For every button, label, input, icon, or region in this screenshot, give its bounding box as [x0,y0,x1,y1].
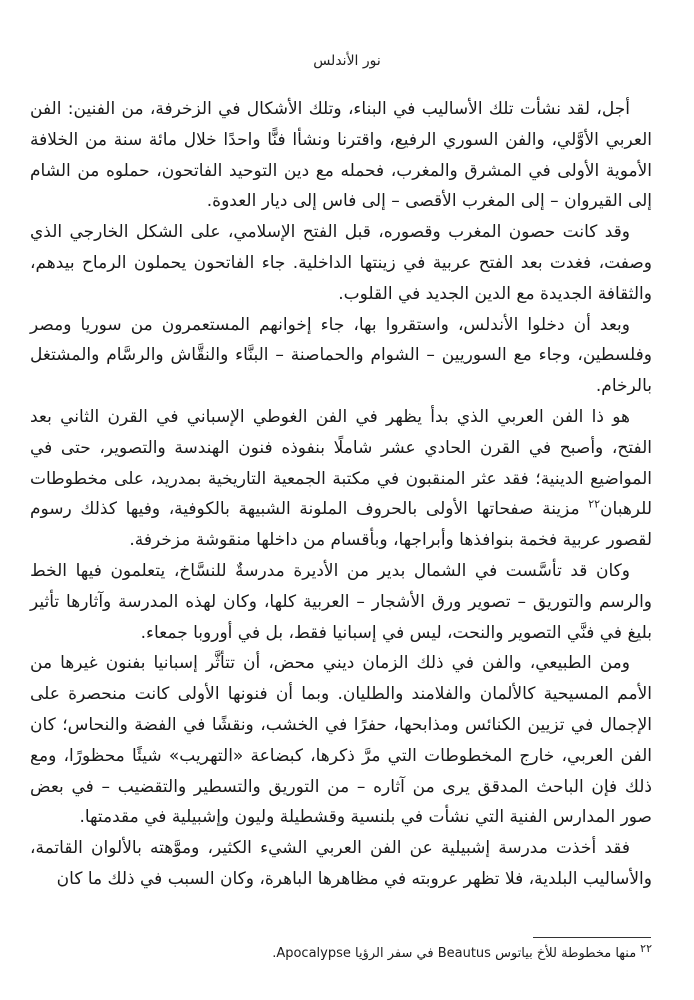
footnote-number: ٢٢ [640,941,652,955]
paragraph-1: أجل، لقد نشأت تلك الأساليب في البناء، وتلك الأشكال في الزخرفة، من الفنين: الفن العربي الأوَّلي، والفن السوري الرفيع، واقترنا ونشأا فنًّا واحدًا خلال مائة سنة من الخلافة الأموية الأولى في المشرق والمغرب، فحمله مع دين التوحيد الفاتحون، حملوه من الشام إلى القيروان – إلى المغرب الأقصى – إلى فاس إلى ديار العدوة. [30,99,652,212]
paragraph-4-after: مزينة صفحاتها الأولى بالحروف الملونة الشبيهة بالكوفية، وفيها كذلك رسوم لقصور عربية فخمة بنوافذها وأبراجها، وبأقسام من داخلها منقوشة مزخرفة. [30,499,652,551]
paragraph-3: وبعد أن دخلوا الأندلس، واستقروا بها، جاء إخوانهم المستعمرون من سوريا ومصر وفلسطين، وجاء مع السوريين – الشوام والحماصنة – البنَّاء والنقَّاش والرسَّام والمشتغل بالرخام. [30,314,652,397]
footnote-divider [533,937,651,938]
footnote-reference[interactable]: ٢٢ [588,497,601,511]
running-head: نور الأندلس [313,53,381,69]
paragraph-4 [30,402,652,556]
paragraph-6: ومن الطبيعي، والفن في ذلك الزمان ديني محض، أن تتأثَّر إسبانيا بفنون غيرها من الأمم المسيحية كالألمان والفلامند والطليان. وبما أن فنونها الأولى كانت منحصرة على الإجمال في تزيين الكنائس ومذابحها، حفرًا في الخشب، ونقشًا في الفضة والنحاس؛ كان الفن العربي، خارج المخطوطات التي مرَّ ذكرها، كبضاعة «التهريب» شيئًا محظورًا، ومع ذلك فإن الباحث المدقق يرى من آثاره – من التوريق والتسطير والتقضيب – في بعض صور المدارس الفنية التي نشأت في بلنسية وقشطيلة وليون وإشبيلية في مقدمتها. [30,653,652,828]
footnote-text: منها مخطوطة للأخ بياتوس Beautus في سفر الرؤيا Apocalypse. [272,946,637,961]
paragraph-5: وكان قد تأسَّست في الشمال بدير من الأديرة مدرسةٌ للنسَّاخ، يتعلمون فيها الخط والرسم والتوريق – تصوير ورق الأشجار – العربية كلها، وكان لهذه المدرسة وآثارها تأثير بليغ في فنَّي التصوير والنحت، ليس في إسبانيا فقط، بل في أوروبا جمعاء. [30,560,652,643]
paragraph-2: وقد كانت حصون المغرب وقصوره، قبل الفتح الإسلامي، على الشكل الخارجي الذي وصفت، فغدت بعد الفتح عربية في زينتها الداخلية. جاء الفاتحون يحملون الرماح بيدهم، والثقافة الجديدة مع الدين الجديد في القلوب. [30,222,652,304]
paragraph-7: فقد أخذت مدرسة إشبيلية عن الفن العربي الشيء الكثير، وموَّهته بالألوان القاتمة، والأساليب البلدية، فلا تظهر عروبته في مظاهرها الباهرة، وكان السبب في ذلك ما كان [30,838,652,889]
body-text [30,94,652,895]
paragraph-4-before: هو ذا الفن العربي الذي بدأ يظهر في الفن الغوطي الإسباني في القرن الثاني بعد الفتح، وأصبح في القرن الحادي عشر شاملًا بنفوذه فنون الهندسة والتصوير، حتى في المواضيع الدينية؛ فقد عثر المنقبون في مكتبة الجمعية التاريخية بمدريد، على مخطوطات للرهبان [30,406,652,520]
footnote [30,941,652,964]
